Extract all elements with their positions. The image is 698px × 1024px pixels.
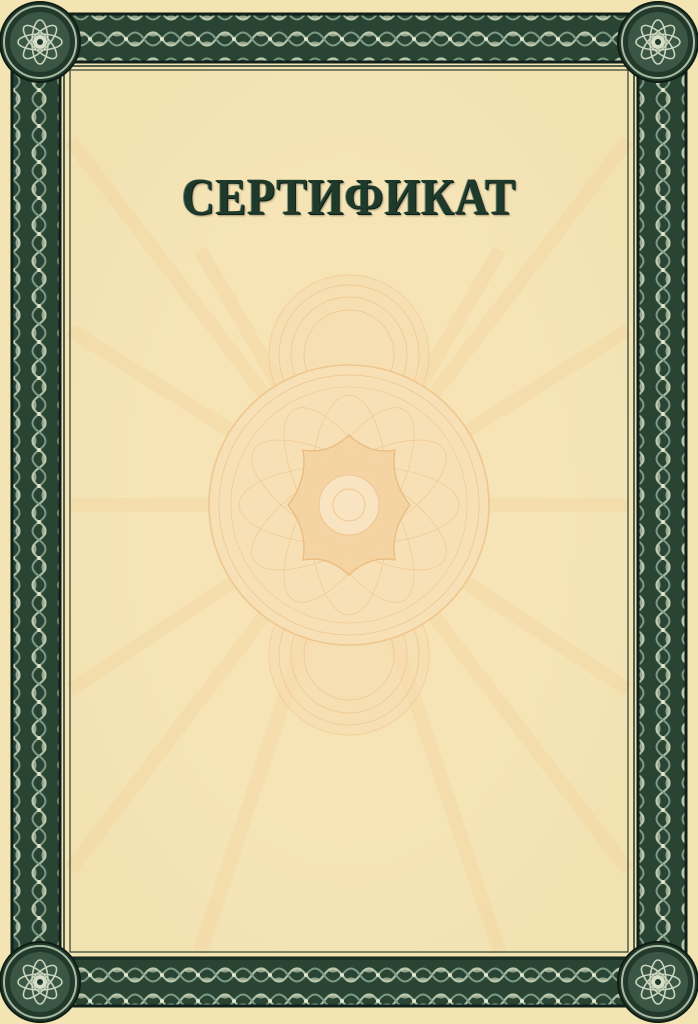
certificate-title: СЕРТИФИКАТ [181,169,517,226]
